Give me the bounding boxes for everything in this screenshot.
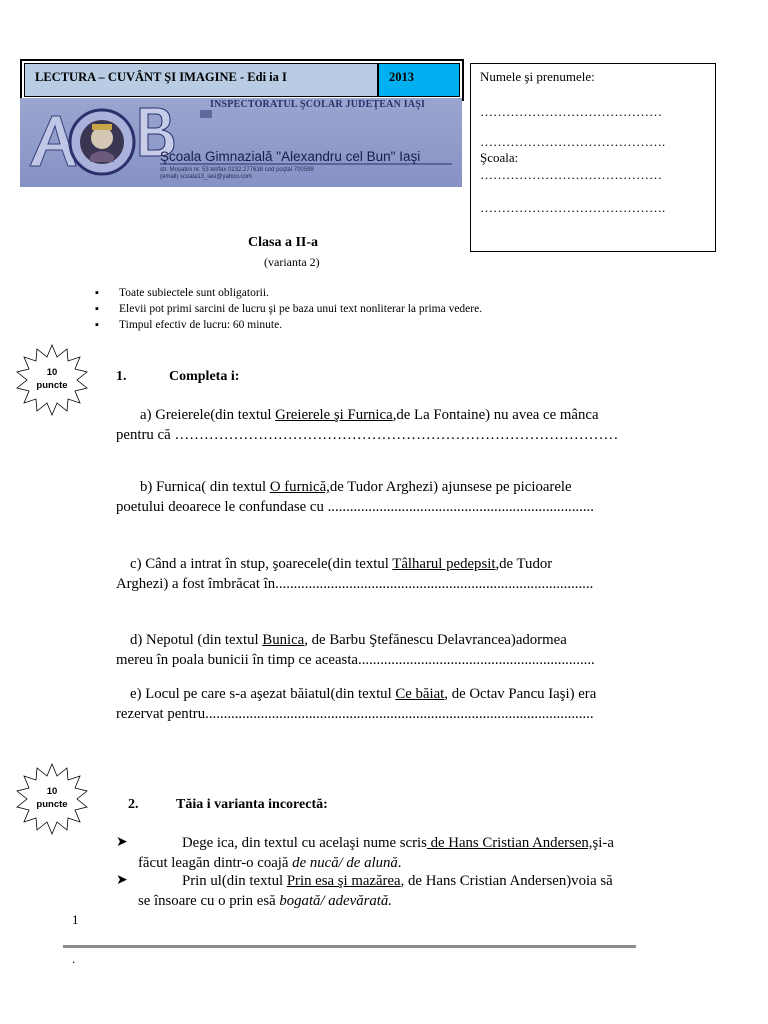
logo-inspectorat: INSPECTORATUL ŞCOLAR JUDEŢEAN IAŞI	[210, 99, 426, 110]
q2-heading: Tăia i varianta incorectă:	[176, 797, 328, 812]
q1e-answer-line[interactable]: rezervat pentru.........................................................................................................	[116, 706, 594, 722]
q1c-pre: c) Când a intrat în stup, şoarecele(din textul	[130, 556, 393, 572]
footer-dot: .	[72, 951, 76, 966]
q2i1-pre: Dege ica, din textul cu acelaşi nume scris	[182, 835, 427, 851]
q1-item-b	[116, 477, 696, 517]
q2-number: 2.	[128, 797, 139, 812]
q1d-title: Bunica	[262, 632, 305, 648]
q2i1-line2: făcut leagăn dintr-o coajă	[138, 855, 293, 871]
school-label: Şcoala:	[480, 150, 519, 165]
q1a-answer-line[interactable]: pentru că ………………………………………………………………………………	[116, 427, 619, 443]
name-field-2[interactable]: …………………………………….	[480, 134, 666, 149]
q2-item-1	[138, 833, 698, 873]
q1c-title: Tâlharul pedepsit	[392, 556, 496, 572]
q1a-post: ,de La Fontaine) nu avea ce mânca	[392, 407, 599, 423]
q1-item-c	[116, 554, 696, 594]
variant-label: (varianta 2)	[264, 255, 320, 269]
badge-points: 10	[46, 367, 58, 378]
q1d-pre: d) Nepotul (din textul	[130, 632, 263, 648]
badge-points: 10	[46, 786, 58, 797]
q1-number: 1.	[116, 369, 127, 384]
footer-divider	[63, 945, 636, 948]
badge-2-text	[15, 785, 89, 811]
school-field[interactable]: ……………………………………	[480, 167, 662, 182]
q2i2-title: Prin esa şi mazărea	[286, 873, 401, 889]
header-title: LECTURA – CUVÂNT ŞI IMAGINE - Edi ia I	[25, 64, 379, 96]
q2i1-author: de Hans Cristian Andersen,	[426, 835, 593, 851]
badge-label: puncte	[36, 799, 68, 810]
q1d-post: , de Barbu Ştefănescu Delavrancea)adormea	[304, 632, 567, 648]
q1a-title: Greierele şi Furnica	[275, 407, 393, 423]
q2i2-line2: se însoare cu o prin esă	[138, 893, 280, 909]
q1-item-e	[116, 684, 696, 724]
q1b-title: O furnică,	[269, 479, 330, 495]
logo-email: (email) scoala13_iasi@yahoo.com	[160, 174, 252, 180]
q2i2-options[interactable]: bogată/ adevărată.	[279, 893, 392, 909]
q1d-answer-line[interactable]: mereu în poala bunicii în timp ce aceasta................................................................	[116, 652, 595, 668]
q2i2-pre: Prin ul(din textul	[182, 873, 287, 889]
list-item: ▪ Elevii pot primi sarcini de lucru şi pe baza unui text nonliterar la prima vedere.	[95, 301, 482, 317]
list-item: ▪ Toate subiectele sunt obligatorii.	[95, 285, 482, 301]
q1-item-a	[116, 405, 696, 445]
arrow-bullet-icon: ➤	[116, 835, 128, 850]
q2i2-post: , de Hans Cristian Andersen)voia să	[400, 873, 613, 889]
q2-item-2	[138, 871, 698, 911]
q2i1-post: şi-a	[592, 835, 614, 851]
arrow-bullet-icon: ➤	[116, 873, 128, 888]
badge-1-text	[15, 366, 89, 392]
q2i1-options[interactable]: de nucă/ de alună	[292, 855, 398, 871]
q1b-answer-line[interactable]: poetului deoarece le confundase cu ........................................................................	[116, 499, 594, 515]
name-label: Numele şi prenumele:	[480, 69, 595, 84]
q1b-post: de Tudor Arghezi) ajunsese pe picioarele	[329, 479, 572, 495]
student-info-box	[470, 63, 716, 252]
name-field[interactable]: ……………………………………	[480, 104, 662, 119]
q1c-answer-line[interactable]: Arghezi) a fost îmbrăcat în......................................................................................	[116, 576, 594, 592]
school-field-2[interactable]: …………………………………….	[480, 200, 666, 215]
header-table	[20, 59, 464, 101]
q1e-pre: e) Locul pe care s-a aşezat băiatul(din textul	[130, 686, 396, 702]
q2i1-end: .	[397, 855, 402, 871]
q1-item-d	[116, 630, 696, 670]
badge-label: puncte	[36, 380, 68, 391]
q1a-pre: a) Greierele(din textul	[140, 407, 276, 423]
q1c-post: ,de Tudor	[495, 556, 553, 572]
logo-school-name: Şcoala Gimnazială "Alexandru cel Bun" Iaşi	[160, 149, 421, 164]
rules-list	[95, 285, 482, 333]
q1e-post: , de Octav Pancu Iaşi) era	[444, 686, 597, 702]
q1e-title: Ce băiat	[395, 686, 445, 702]
header-year: 2013	[379, 64, 459, 96]
q1-heading: Completa i:	[169, 369, 240, 384]
list-item: ▪ Timpul efectiv de lucru: 60 minute.	[95, 317, 482, 333]
logo-address: str. Moşatini nr. 53 tel/fax 0232.277638 cod poştal 700599	[160, 167, 314, 173]
page-number: 1	[72, 912, 79, 927]
q1b-pre: b) Furnica( din textul	[140, 479, 270, 495]
class-title: Clasa a II-a	[248, 235, 319, 250]
